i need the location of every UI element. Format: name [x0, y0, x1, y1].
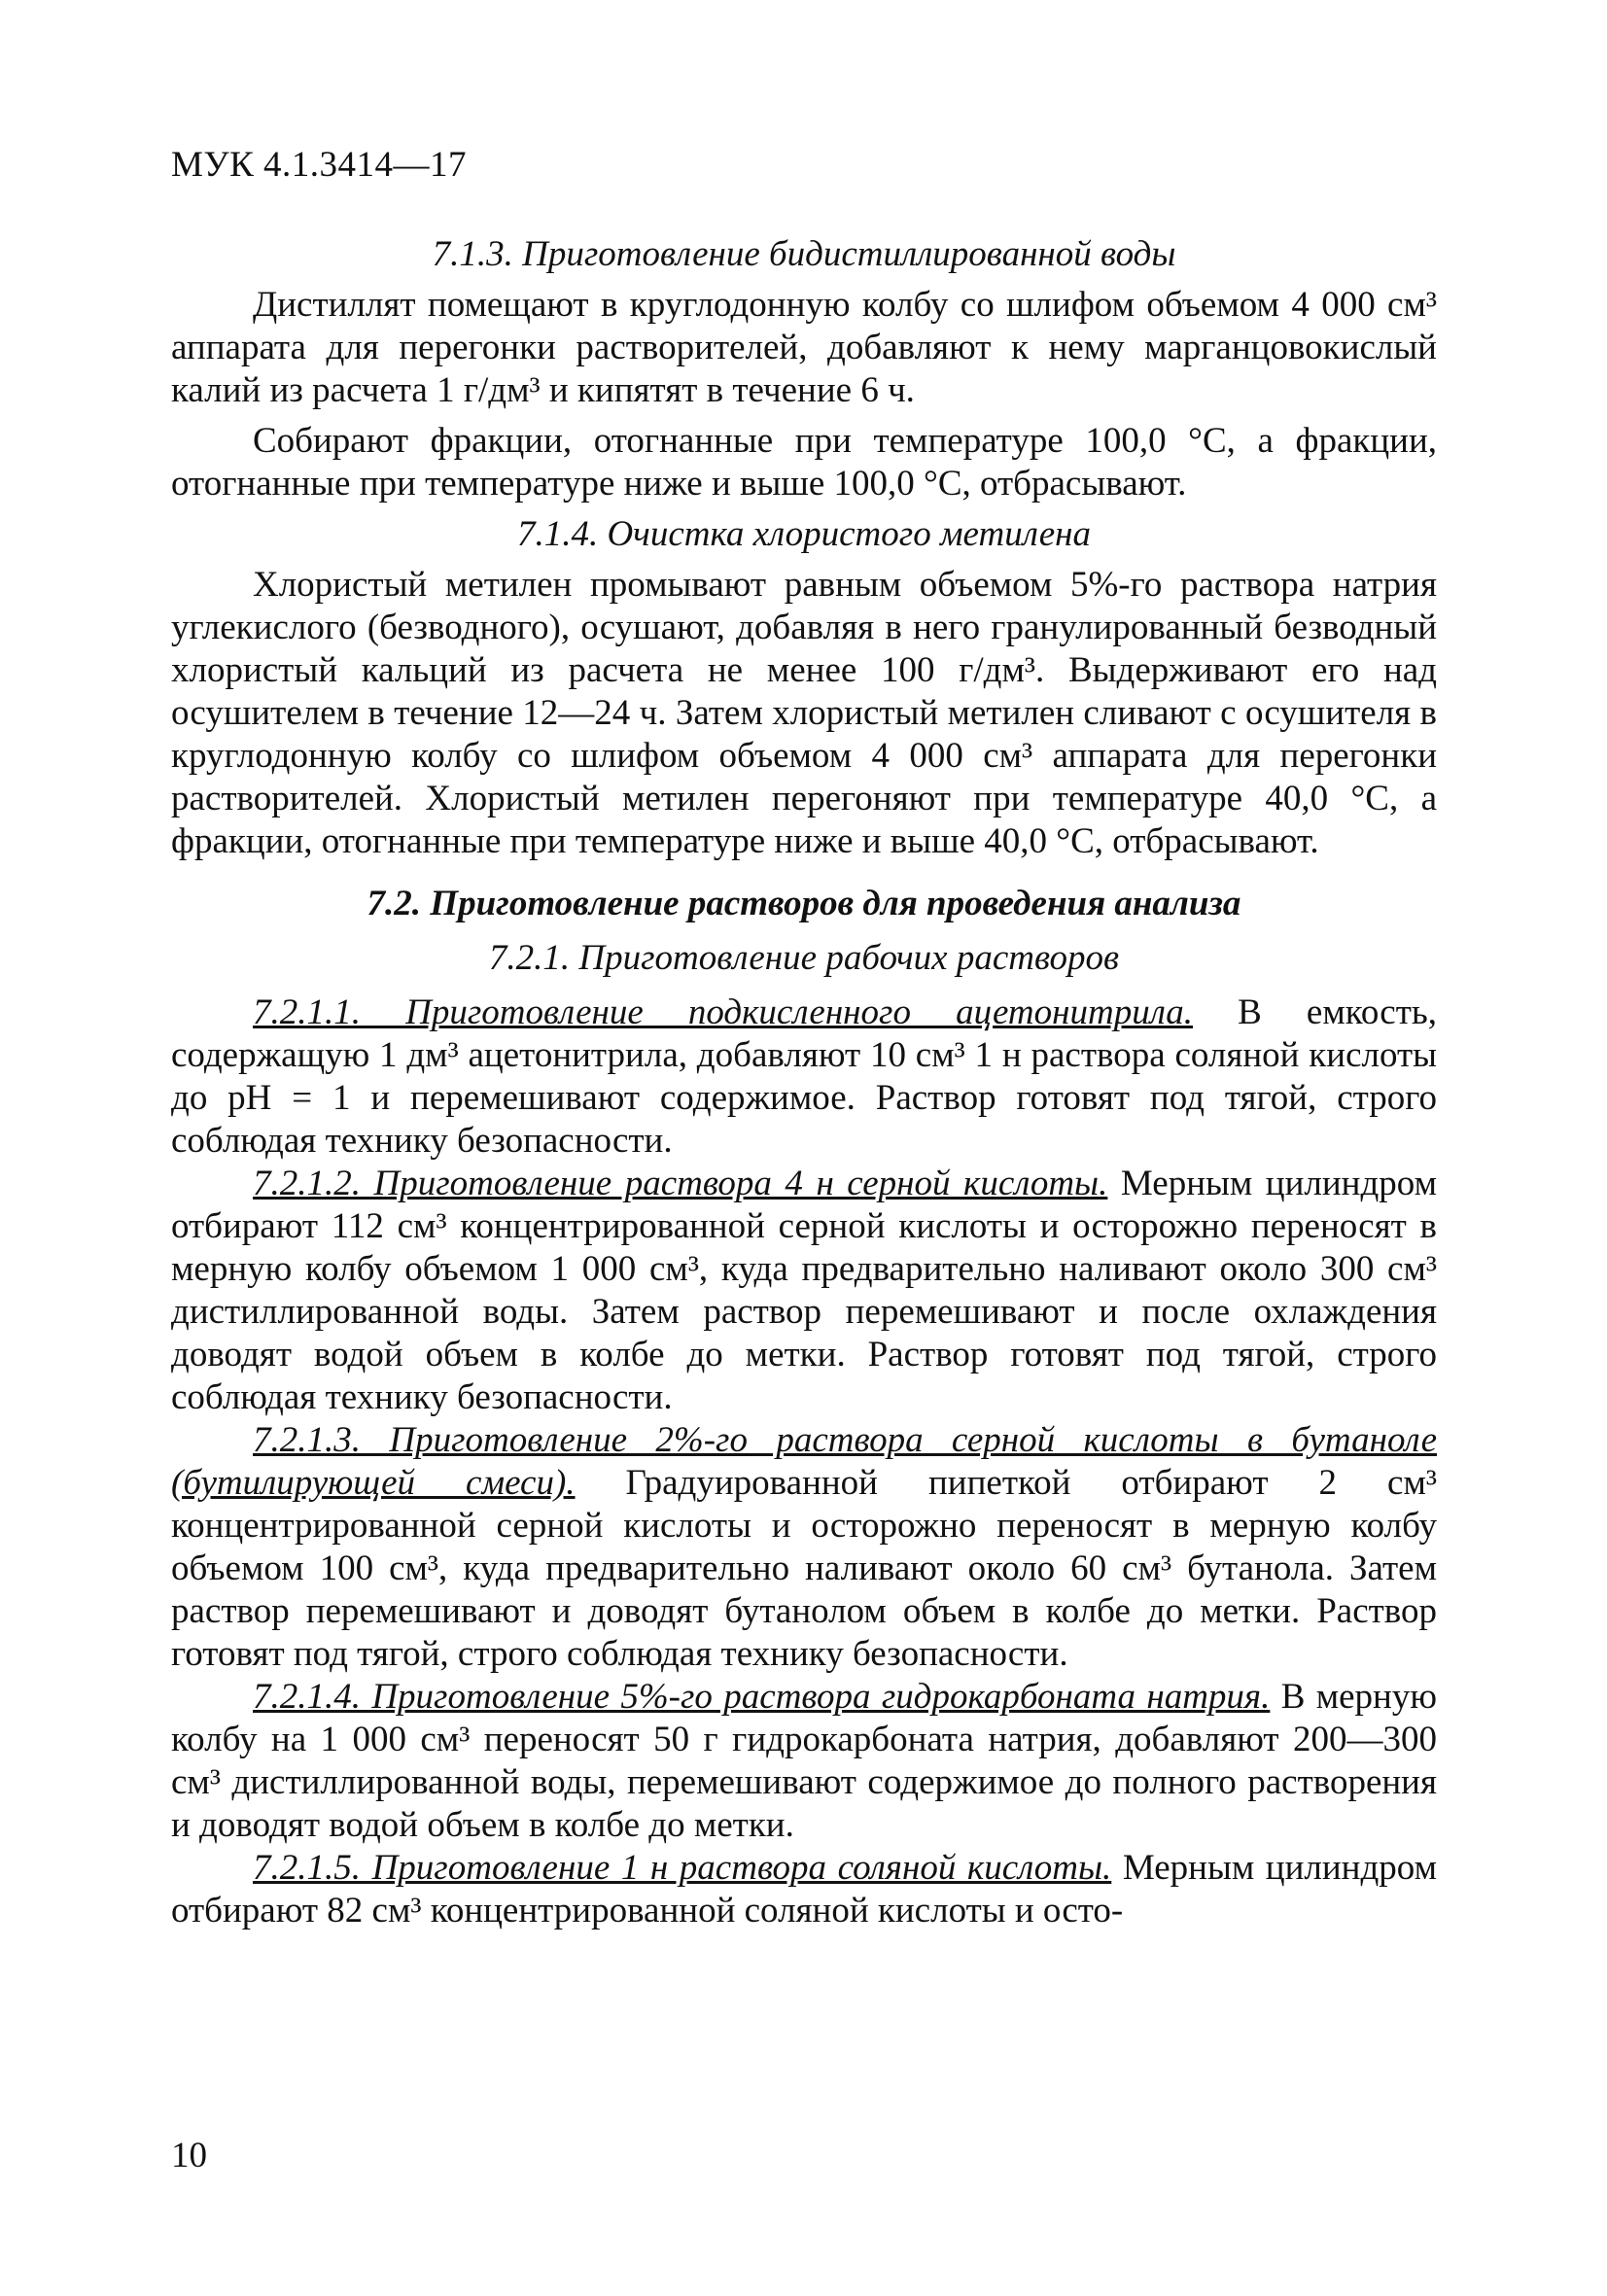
subsection-title-7-2-1-1: 7.2.1.1. Приготовление подкисленного ацетонитрила. — [253, 992, 1194, 1032]
paragraph-7-1-3-b: Собирают фракции, отогнанные при температуре 100,0 °С, а фракции, отогнанные при температуре ниже и выше 100,0 °С, отбрасывают. — [171, 421, 1437, 504]
subsection-text-7-2-1-1: В емкость, содержащую 1 дм³ ацетонитрила, добавляют 10 см³ 1 н раствора соляной кислоты до рН = 1 и перемешивают содержимое. Раствор готовят под тягой, строго соблюдая технику безопасности. — [171, 992, 1438, 1161]
heading-7-2: 7.2. Приготовление растворов для проведения анализа — [367, 884, 1241, 923]
paragraph-7-2-1-3 — [171, 1419, 1437, 1676]
paragraph-7-1-4: Хлористый метилен промывают равным объемом 5%-го раствора натрия углекислого (безводного), осушают, добавляя в него гранулированный безводный хлористый кальций из расчета не менее 100 г/дм³. Выдерживают его над осушителем в течение 12—24 ч. Затем хлористый метилен сливают с осушителя в круглодонную колбу со шлифом объемом 4 000 см³ аппарата для перегонки растворителей. Хлористый метилен перегоняют при температуре 40,0 °С, а фракции, отогнанные при температуре ниже и выше 40,0 °С, отбрасывают. — [171, 565, 1437, 861]
subsection-title-7-2-1-4: 7.2.1.4. Приготовление 5%-го раствора гидрокарбоната натрия. — [253, 1677, 1271, 1717]
running-title: МУК 4.1.3414—17 — [171, 145, 468, 185]
subsection-text-7-2-1-5: Мерным цилиндром отбирают 82 см³ концентрированной соляной кислоты и осто- — [171, 1848, 1438, 1931]
heading-7-1-3: 7.1.3. Приготовление бидистиллированной воды — [432, 234, 1176, 274]
paragraph-7-2-1-4 — [171, 1676, 1437, 1847]
heading-7-2-1: 7.2.1. Приготовление рабочих растворов — [488, 938, 1120, 978]
paragraph-7-2-1-2 — [171, 1163, 1437, 1419]
page-number: 10 — [171, 2136, 207, 2175]
subsection-text-7-2-1-4: В мерную колбу на 1 000 см³ переносят 50 г гидрокарбоната натрия, добавляют 200—300 см³ дистиллированной воды, перемешивают содержимое до полного растворения и доводят водой объем в колбе до метки. — [171, 1677, 1437, 1845]
paragraph-7-1-3-a: Дистиллят помещают в круглодонную колбу со шлифом объемом 4 000 см³ аппарата для перегонки растворителей, добавляют к нему марганцовокислый калий из расчета 1 г/дм³ и кипятят в течение 6 ч. — [171, 285, 1437, 410]
paragraph-7-2-1-5 — [171, 1847, 1437, 1932]
paragraph-7-2-1-1 — [171, 991, 1437, 1163]
heading-7-1-4: 7.1.4. Очистка хлористого метилена — [516, 514, 1092, 554]
subsection-title-7-2-1-3: 7.2.1.3. Приготовление 2%-го раствора серной кислоты в бутаноле (бутилирующей смеси). — [171, 1420, 1437, 1503]
subsection-title-7-2-1-2: 7.2.1.2. Приготовление раствора 4 н серной кислоты. — [253, 1164, 1108, 1203]
subsection-text-7-2-1-3: Градуированной пипеткой отбирают 2 см³ концентрированной серной кислоты и осторожно переносят в мерную колбу объемом 100 см³, куда предварительно наливают около 60 см³ бутанола. Затем раствор перемешивают и доводят бутанолом объем в колбе до метки. Раствор готовят под тягой, строго соблюдая технику безопасности. — [171, 1463, 1437, 1674]
page-content — [171, 233, 1437, 1932]
subsection-title-7-2-1-5: 7.2.1.5. Приготовление 1 н раствора соляной кислоты. — [253, 1848, 1112, 1888]
subsection-text-7-2-1-2: Мерным цилиндром отбирают 112 см³ концентрированной серной кислоты и осторожно переносят в мерную колбу объемом 1 000 см³, куда предварительно наливают около 300 см³ дистиллированной воды. Затем раствор перемешивают и после охлаждения доводят водой объем в колбе до метки. Раствор готовят под тягой, строго соблюдая технику безопасности. — [171, 1164, 1437, 1417]
